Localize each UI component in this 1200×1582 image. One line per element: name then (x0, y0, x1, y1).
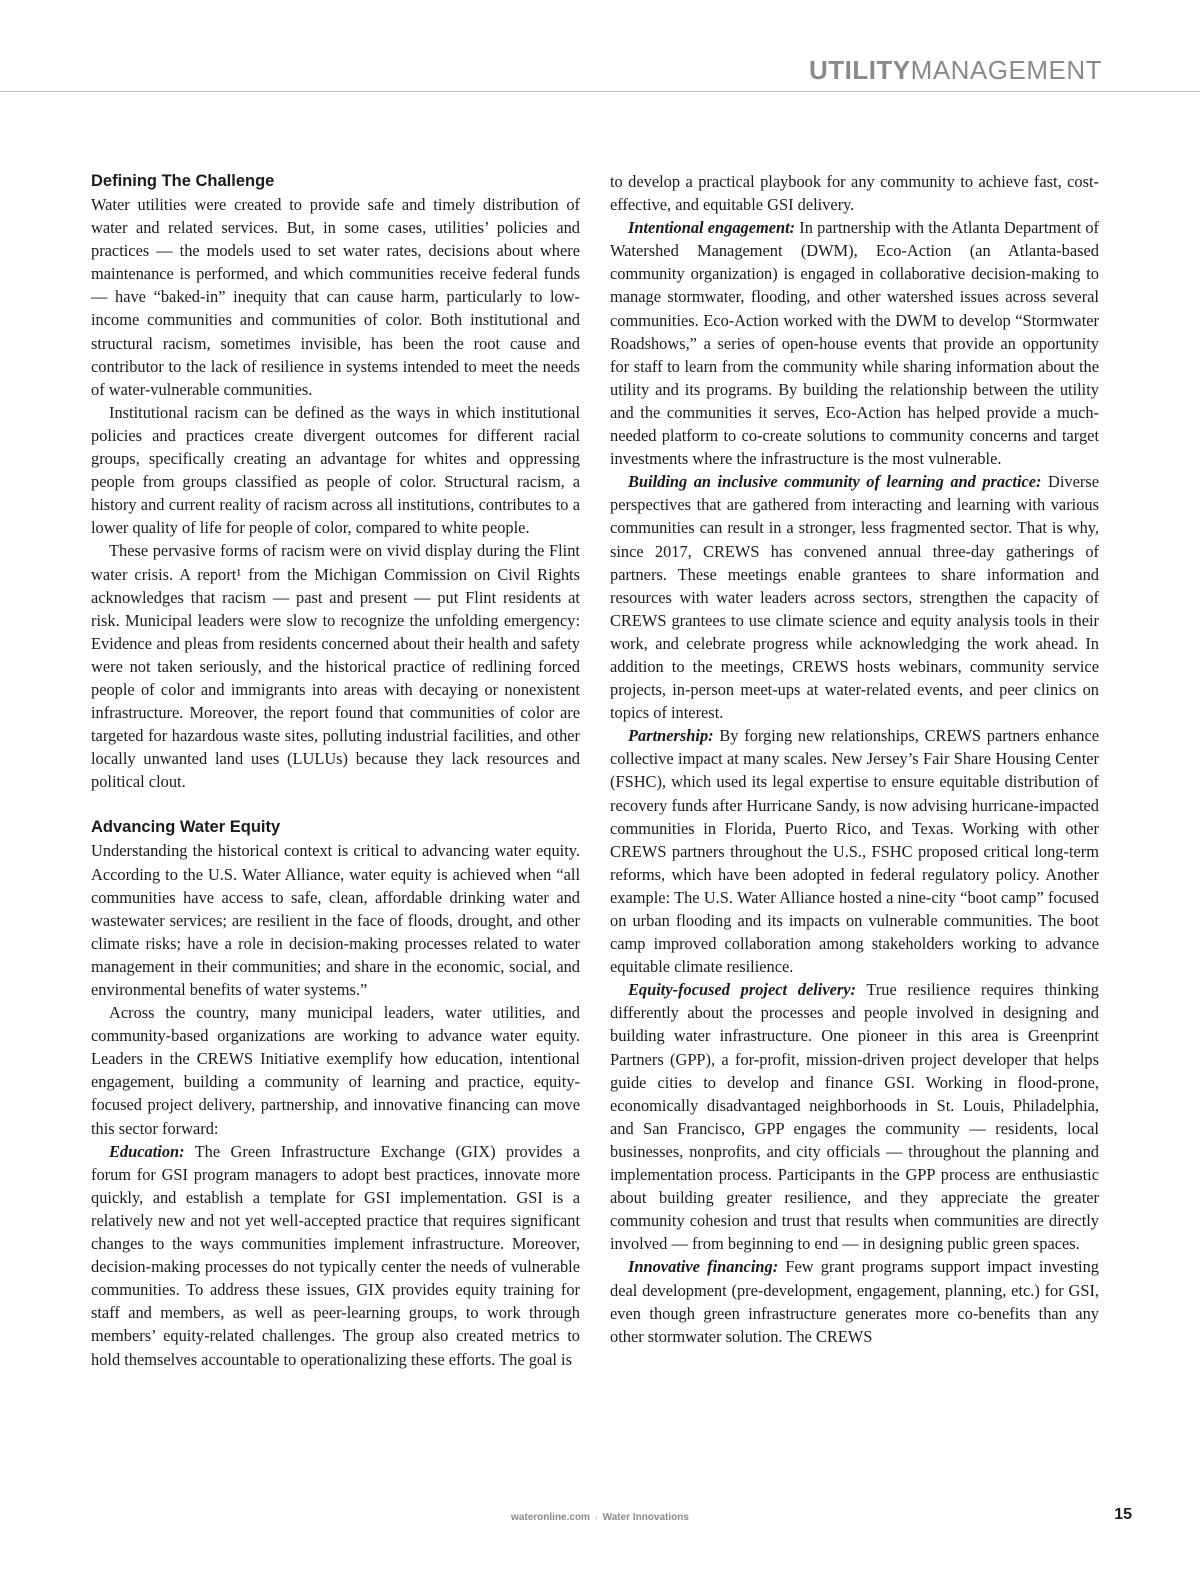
paragraph-intentional-engagement (610, 216, 1099, 470)
paragraph: Institutional racism can be defined as the ways in which institutional policies and practices create divergent outcomes for different racial groups, specifically creating an advantage for whites and oppressing people from groups classified as people of color. Structural racism, a history and current reality of racism across all institutions, contributes to a lower quality of life for people of color, compared to white people. (91, 402, 580, 538)
right-column (610, 170, 1099, 1348)
paragraph: Understanding the historical context is critical to advancing water equity. According to the U.S. Water Alliance, water equity is achieved when “all communities have access to safe, clean, affordable drinking water and wastewater services; are resilient in the face of floods, drought, and other climate risks; have a role in decision-making processes related to water management in their communities; and share in the economic, social, and environmental benefits of water systems.” (91, 841, 580, 999)
heading-advancing-water-equity: Advancing Water Equity (91, 818, 281, 837)
header-title-light: MANAGEMENT (910, 55, 1102, 85)
lead-in-education: Education: (109, 1141, 185, 1161)
paragraph-innovative-financing (610, 1255, 1099, 1347)
footer (0, 1512, 1200, 1523)
lead-in-equity-focused-delivery: Equity-focused project delivery: (628, 980, 856, 1000)
header-title-bold: UTILITY (808, 55, 911, 85)
paragraph: These pervasive forms of racism were on vivid display during the Flint water crisis. A report¹ from the Michigan Commission on Civil Rights acknowledges that racism — past and present — put Flint residents at risk. Municipal leaders were slow to recognize the unfolding emergency: Evidence and pleas from residents concerned about their health and safety were not taken seriously, and the historical practice of redlining forced people of color and immigrants into areas with decaying or nonexistent infrastructure. Moreover, the report found that communities of color are targeted for hazardous waste sites, polluting industrial facilities, and other locally unwanted land uses (LULUs) because they lack resources and political clout. (91, 541, 580, 792)
paragraph-inclusive-community (610, 470, 1099, 724)
paragraph: to develop a practical playbook for any community to achieve fast, cost-effective, and equitable GSI delivery. (610, 172, 1099, 215)
header-rule (0, 91, 1200, 92)
footer-site: wateronline.com (511, 1512, 590, 1523)
left-column (91, 170, 580, 1371)
paragraph-text: Diverse perspectives that are gathered from interacting and learning with various communities can result in a stronger, less fragmented sector. That is why, since 2017, CREWS has convened annual three-day gatherings of partners. These meetings enable grantees to share information and resources with water leaders across sectors, strengthen the capacity of CREWS grantees to use climate science and equity analysis tools in their work, and celebrate progress while acknowledging the work ahead. In addition to the meetings, CREWS hosts webinars, community service projects, in-person meet-ups at water-related events, and peer clinics on topics of interest. (610, 472, 1100, 723)
paragraph-text: Few grant programs support impact investing deal development (pre-development, engagement, planning, etc.) for GSI, even though green infrastructure generates more co-benefits than any other stormwater solution. The CREWS (610, 1257, 1099, 1346)
paragraph: Water utilities were created to provide safe and timely distribution of water and related services. But, in some cases, utilities’ policies and practices — the models used to set water rates, decisions about where maintenance is performed, and which communities receive federal funds — have “baked-in” inequity that can cause harm, particularly to low-income communities and communities of color. Both institutional and structural racism, sometimes invisible, has been the root cause and contributor to the lack of resilience in systems intended to meet the needs of water-vulnerable communities. (91, 195, 580, 399)
lead-in-intentional-engagement: Intentional engagement: (628, 218, 796, 238)
paragraph-equity-focused-delivery (610, 978, 1099, 1255)
footer-publication: Water Innovations (602, 1512, 689, 1523)
lead-in-inclusive-community: Building an inclusive community of learning and practice: (628, 472, 1042, 492)
lead-in-innovative-financing: Innovative financing: (628, 1257, 779, 1277)
paragraph-text: By forging new relationships, CREWS partners enhance collective impact at many scales. New Jersey’s Fair Share Housing Center (FSHC), which used its legal expertise to ensure equitable distribution of recovery funds after Hurricane Sandy, is now advising hurricane-impacted communities in Florida, Puerto Rico, and Texas. Working with other CREWS partners throughout the U.S., FSHC proposed critical long-term reforms, which have been adopted in federal regulatory policy. Another example: The U.S. Water Alliance hosted a nine-city “boot camp” focused on urban flooding and its impacts on vulnerable communities. The boot camp improved collaboration among stakeholders working to advance equitable climate resilience. (610, 726, 1099, 977)
lead-in-partnership: Partnership: (628, 726, 714, 746)
paragraph: Across the country, many municipal leaders, water utilities, and community-based organizations are working to advance water equity. Leaders in the CREWS Initiative exemplify how education, intentional engagement, building a community of learning and practice, equity-focused project delivery, partnership, and innovative financing can move this sector forward: (91, 1003, 580, 1138)
footer-separator-icon: › (594, 1513, 598, 1522)
paragraph-text: The Green Infrastructure Exchange (GIX) provides a forum for GSI program managers to adopt best practices, innovate more quickly, and establish a template for GSI implementation. GSI is a relatively new and not yet well-accepted practice that requires significant changes to the ways communities implement infrastructure. Moreover, decision-making processes do not typically center the needs of vulnerable communities. To address these issues, GIX provides equity training for staff and members, as well as peer-learning groups, to work through members’ equity-related challenges. The group also created metrics to hold themselves accountable to operationalizing these efforts. The goal is (91, 1141, 580, 1369)
section-header (809, 52, 1102, 88)
paragraph-education (91, 1140, 580, 1371)
page-number: 15 (1114, 1506, 1132, 1523)
paragraph-text: True resilience requires thinking differently about the processes and people involved in designing and building water infrastructure. One pioneer in this area is Greenprint Partners (GPP), a for-profit, mission-driven project developer that helps guide cities to develop and finance GSI. Working in flood-prone, economically disadvantaged neighborhoods in St. Louis, Philadelphia, and San Francisco, GPP engages the community — residents, local businesses, nonprofits, and city officials — throughout the planning and implementation process. Participants in the GPP process are enthusiastic about building greater resilience, and they appreciate the greater community cohesion and trust that results when communities are directly involved — from beginning to end — in designing public green spaces. (610, 980, 1099, 1254)
heading-defining-the-challenge: Defining The Challenge (91, 172, 275, 190)
paragraph-text: In partnership with the Atlanta Department of Watershed Management (DWM), Eco-Action (an Atlanta-based community organization) is engaged in collaborative decision-making to manage stormwater, flooding, and other watershed issues across several communities. Eco-Action worked with the DWM to develop “Stormwater Roadshows,” a series of open-house events that provide an opportunity for staff to learn from the community while sharing information about the utility and its programs. By building the relationship between the utility and the communities it serves, Eco-Action has helped provide a much-needed platform to co-create solutions to community concerns and target investments where the infrastructure is the most vulnerable. (610, 218, 1099, 469)
paragraph-partnership (610, 724, 1099, 978)
